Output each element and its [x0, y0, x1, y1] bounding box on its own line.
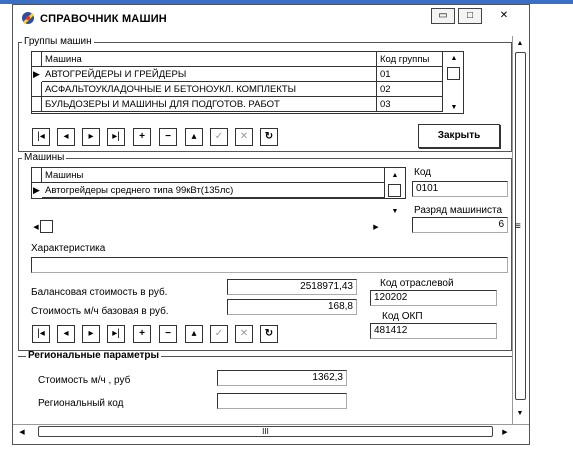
groups-scroll-up-icon[interactable]: ▲ [450, 55, 458, 62]
grade-label: Разряд машиниста [414, 205, 503, 216]
hscroll-thumb[interactable] [38, 426, 493, 437]
nav-prior-icon: ◂ [63, 328, 69, 339]
machines-header-corner [31, 168, 42, 183]
close-button[interactable]: Закрыть [418, 124, 500, 148]
machines-hscroll-thumb[interactable] [40, 220, 53, 233]
cost-label: Стоимость м/ч базовая в руб. [31, 306, 169, 317]
nav-first-button[interactable] [32, 325, 50, 343]
balance-label: Балансовая стоимость в руб. [31, 287, 168, 298]
nav-last-icon: ▸| [112, 328, 120, 339]
plus-icon: + [139, 131, 145, 142]
nav-next-button[interactable] [82, 128, 100, 146]
machines-column[interactable]: Машины [42, 168, 385, 183]
nav-insert-button[interactable] [133, 128, 151, 146]
nav-next-icon: ▸ [88, 131, 94, 142]
hscroll-left-icon[interactable]: ◀ [19, 429, 25, 436]
regional-code-label: Региональный код [38, 398, 124, 409]
nav-first-button[interactable] [32, 128, 50, 146]
groups-row-name[interactable]: БУЛЬДОЗЕРЫ И МАШИНЫ ДЛЯ ПОДГОТОВ. РАБОТ [42, 97, 377, 112]
window-title: СПРАВОЧНИК МАШИН [40, 13, 167, 25]
maximize-icon: □ [466, 10, 474, 21]
nav-last-button[interactable] [107, 128, 125, 146]
app-logo-icon [20, 10, 36, 26]
nav-edit-button[interactable] [185, 325, 203, 343]
nav-first-icon: |◂ [37, 131, 45, 142]
minimize-button[interactable] [431, 8, 455, 24]
machines-row-name[interactable]: Автогрейдеры среднего типа 99кВт(135лс) [42, 183, 385, 198]
groups-scroll-thumb[interactable] [447, 67, 460, 80]
scroll-down-arrow-icon[interactable]: ▼ [516, 410, 524, 417]
groups-row-indicator [31, 82, 42, 97]
row-pointer-icon: ▶ [33, 69, 40, 79]
refresh-icon: ↻ [264, 131, 274, 142]
nav-post-button[interactable] [210, 325, 228, 343]
grade-field[interactable]: 6 [412, 217, 508, 233]
machines-scroll-right-icon[interactable]: ▶ [373, 224, 379, 231]
nav-refresh-button[interactable] [260, 128, 278, 146]
characteristic-label: Характеристика [31, 243, 106, 254]
close-window-button[interactable] [492, 8, 516, 24]
groups-column-machine[interactable]: Машина [42, 52, 377, 67]
nav-cancel-button[interactable] [235, 128, 253, 146]
machines-scroll-up-icon[interactable]: ▲ [391, 172, 399, 179]
machines-legend: Машины [24, 152, 65, 163]
nav-delete-button[interactable] [159, 128, 177, 146]
machines-scroll-down-icon[interactable]: ▼ [391, 208, 399, 215]
minimize-icon: ▭ [438, 10, 448, 21]
nav-edit-button[interactable] [185, 128, 203, 146]
groups-row-indicator [31, 97, 42, 112]
code-label: Код [414, 167, 432, 178]
nav-next-icon: ▸ [88, 328, 94, 339]
nav-prior-button[interactable] [57, 128, 75, 146]
code-field[interactable]: 0101 [412, 181, 508, 197]
minus-icon: − [165, 131, 171, 142]
groups-row-name[interactable]: АСФАЛЬТОУКЛАДОЧНЫЕ И БЕТОНОУКЛ. КОМПЛЕКТЫ [42, 82, 377, 97]
nav-next-button[interactable] [82, 325, 100, 343]
hscroll-grip-icon: III [262, 427, 269, 436]
row-pointer-icon: ▶ [33, 185, 40, 195]
regional-cost-field[interactable]: 1362,3 [217, 370, 347, 386]
plus-icon: + [139, 328, 145, 339]
industry-code-field[interactable]: 120202 [370, 290, 497, 306]
groups-row-code[interactable]: 02 [377, 82, 443, 97]
minus-icon: − [165, 328, 171, 339]
industry-code-label: Код отраслевой [380, 278, 454, 289]
groups-row-code[interactable]: 01 [377, 67, 443, 82]
machines-scroll-left-icon[interactable]: ◀ [33, 224, 39, 231]
nav-last-icon: ▸| [112, 131, 120, 142]
edit-icon: ▴ [191, 131, 197, 142]
nav-first-icon: |◂ [37, 328, 45, 339]
cancel-icon: ✕ [239, 328, 249, 339]
nav-prior-button[interactable] [57, 325, 75, 343]
scroll-up-arrow-icon[interactable]: ▲ [516, 40, 524, 47]
regional-legend: Региональные параметры [28, 350, 160, 361]
okp-field[interactable]: 481412 [370, 323, 497, 339]
groups-row-name[interactable]: АВТОГРЕЙДЕРЫ И ГРЕЙДЕРЫ [42, 67, 377, 82]
close-icon: ✕ [499, 10, 509, 21]
nav-refresh-button[interactable] [260, 325, 278, 343]
characteristic-field[interactable] [31, 257, 508, 273]
check-icon: ✓ [214, 328, 224, 339]
menu-icon[interactable]: ≡ [515, 221, 521, 232]
groups-scroll-down-icon[interactable]: ▼ [450, 104, 458, 111]
regional-cost-label: Стоимость м/ч , руб [38, 375, 131, 386]
refresh-icon: ↻ [264, 328, 274, 339]
hscroll-right-icon[interactable]: ▶ [502, 429, 508, 436]
cancel-icon: ✕ [239, 131, 249, 142]
cost-field[interactable]: 168,8 [227, 299, 357, 315]
nav-last-button[interactable] [107, 325, 125, 343]
maximize-button[interactable] [458, 8, 482, 24]
nav-cancel-button[interactable] [235, 325, 253, 343]
groups-column-code[interactable]: Код группы [377, 52, 443, 67]
groups-row-code[interactable]: 03 [377, 97, 443, 112]
nav-delete-button[interactable] [159, 325, 177, 343]
nav-insert-button[interactable] [133, 325, 151, 343]
edit-icon: ▴ [191, 328, 197, 339]
groups-header-corner [31, 52, 42, 67]
balance-field[interactable]: 2518971,43 [227, 279, 357, 295]
nav-post-button[interactable] [210, 128, 228, 146]
groups-legend: Группы машин [24, 36, 92, 47]
nav-prior-icon: ◂ [63, 131, 69, 142]
regional-code-field[interactable] [217, 393, 347, 409]
check-icon: ✓ [214, 131, 224, 142]
okp-label: Код ОКП [382, 311, 423, 322]
machines-scroll-thumb[interactable] [388, 184, 401, 197]
